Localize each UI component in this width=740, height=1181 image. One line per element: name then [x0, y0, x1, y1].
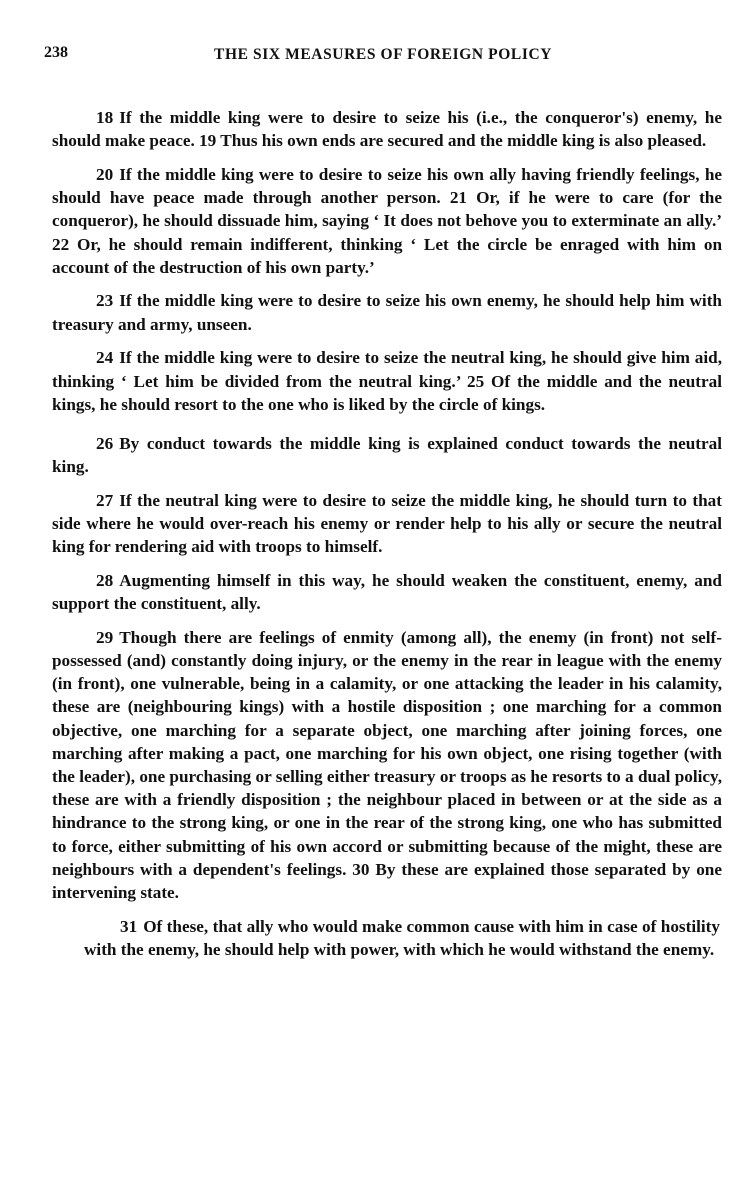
paragraph-29 [52, 626, 722, 904]
paragraph-31 [84, 915, 720, 961]
page-header [0, 38, 740, 68]
running-title: THE SIX MEASURES OF FOREIGN POLICY [214, 46, 553, 63]
paragraph-number: 24 [96, 348, 114, 368]
paragraph-23 [52, 289, 722, 335]
body-text [52, 106, 722, 972]
paragraph-text: Of these, that ally who would make common cause with him in case of hostility with the enemy, he should help with power, with which he would withstand the enemy. [84, 916, 720, 959]
paragraph-text: If the middle king were to desire to seize the neutral king, he should give him aid, thinking ‘ Let him be divided from the neutral king.’ 25 Of the middle and the neutral kings, he should resort to the one who is liked by the circle of kings. [52, 348, 722, 414]
paragraph-number: 31 [120, 916, 138, 936]
paragraph-18 [52, 106, 722, 152]
paragraph-number: 23 [96, 291, 114, 311]
paragraph-number: 26 [96, 433, 114, 453]
paragraph-text: If the neutral king were to desire to seize the middle king, he should turn to that side where he would over-reach his enemy or render help to his ally or secure the neutral king for rendering aid with troops to himself. [52, 490, 722, 557]
paragraph-text: By conduct towards the middle king is explained conduct towards the neutral king. [52, 433, 722, 477]
paragraph-text: Though there are feelings of enmity (among all), the enemy (in front) not self-possessed (and) constantly doing injury, or the enemy in the rear in league with the enemy (in front), one vulnerable, being in a calamity, or one attacking the leader in his calamity, these are (neighbouring kings) with a hostile disposition ; one marching for a common objective, one marching for a separate object, one marching after joining forces, one marching after making a pact, one marching for his own object, one rising together (with the leader), one purchasing or selling either treasury or troops as he resorts to a dual policy, these are with a friendly disposition ; the neighbour placed in between or at the side as a hindrance to the strong king, or one in the rear of the strong king, one who has submitted to force, either submitting of his own accord or submitting because of the might, these are neighbours with a dependent's feelings. 30 By these are explained those separated by one intervening state. [52, 627, 722, 903]
paragraph-number: 27 [96, 490, 114, 510]
paragraph-text: If the middle king were to desire to seize his (i.e., the conqueror's) enemy, he should make peace. 19 Thus his own ends are secured and the middle king is also pleased. [52, 108, 722, 151]
paragraph-number: 18 [96, 108, 114, 127]
paragraph-number: 29 [96, 627, 114, 647]
paragraph-26 [52, 432, 722, 478]
paragraph-text: If the middle king were to desire to seize his own enemy, he should help him with treasury and army, unseen. [52, 291, 722, 334]
paragraph-text: If the middle king were to desire to seize his own ally having friendly feelings, he should have peace made through another person. 21 Or, if he were to care (for the conqueror), he should dissuade him, saying ‘ It does not behove you to exterminate an ally.’ 22 Or, he should remain indifferent, thinking ‘ Let the circle be enraged with him on account of the destruction of his own party.’ [52, 164, 722, 277]
paragraph-20 [52, 163, 722, 279]
paragraph-number: 28 [96, 570, 114, 590]
paragraph-27 [52, 489, 722, 559]
page-number: 238 [44, 44, 68, 61]
paragraph-28 [52, 569, 722, 615]
paragraph-number: 20 [96, 164, 114, 184]
paragraph-24 [52, 346, 722, 416]
paragraph-text: Augmenting himself in this way, he should weaken the constituent, enemy, and support the constituent, ally. [52, 570, 722, 614]
